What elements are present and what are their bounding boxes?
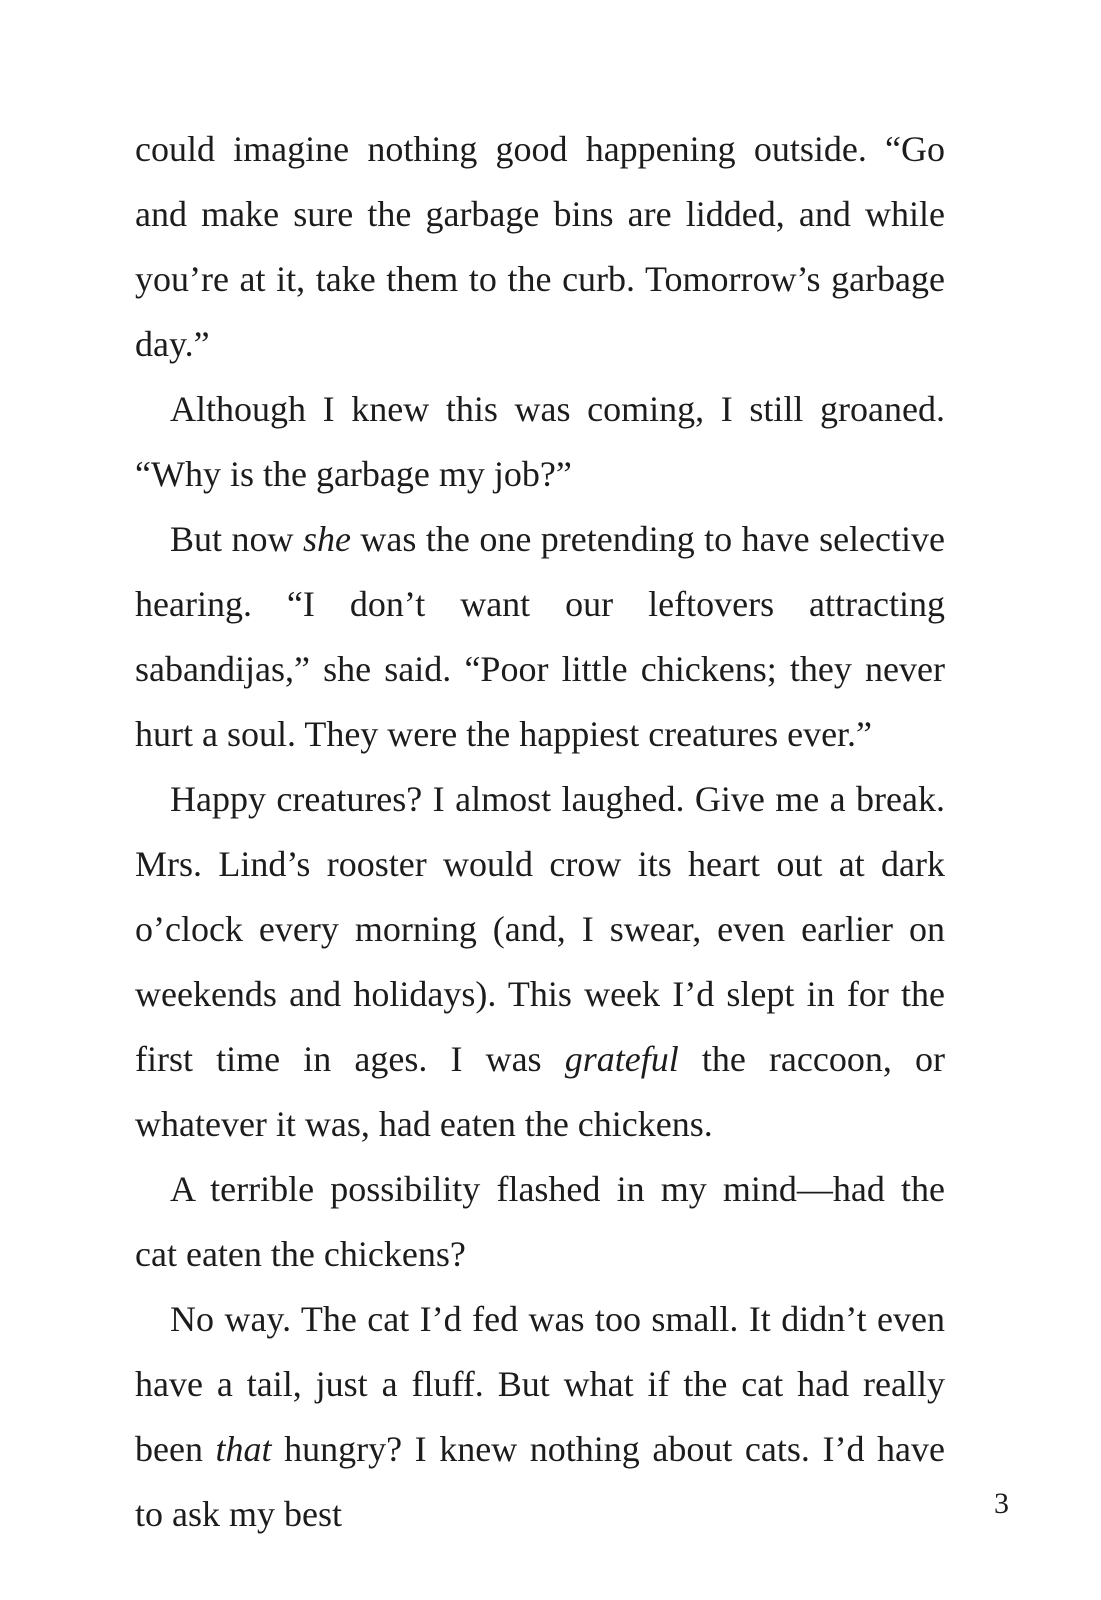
paragraph-4 <box>135 767 945 1157</box>
paragraph-6 <box>135 1287 945 1547</box>
paragraph-text: hungry? I knew nothing about cats. I’d have to ask my best <box>135 1429 945 1534</box>
italic-emphasis: grateful <box>564 1039 679 1079</box>
paragraph-text: A terrible possibility flashed in my mind—had the cat eaten the chickens? <box>135 1169 945 1274</box>
italic-emphasis: that <box>215 1429 272 1469</box>
paragraph-text: Although I knew this was coming, I still groaned. “Why is the garbage my job?” <box>135 389 945 494</box>
italic-emphasis: she <box>302 519 351 559</box>
paragraph-5 <box>135 1157 945 1287</box>
paragraph-text: was the one pretending to have selective hearing. “I don’t want our leftovers attracting sabandijas,” she said. “Poor little chickens; they never hurt a soul. They were the happiest creatures ever.” <box>135 519 945 754</box>
paragraph-text: Happy creatures? I almost laughed. Give me a break. Mrs. Lind’s rooster would crow its heart out at dark o’clock every morning (and, I swear, even earlier on weekends and holidays). This week I’d slept in for the first time in ages. I was <box>135 779 945 1079</box>
paragraph-text: But now <box>170 519 303 559</box>
page-number: 3 <box>994 1487 1009 1520</box>
paragraph-3 <box>135 507 945 767</box>
paragraph-text: the raccoon, or whatever it was, had eaten the chickens. <box>135 1039 945 1144</box>
paragraph-text: No way. The cat I’d fed was too small. It didn’t even have a tail, just a fluff. But what if the cat had really been <box>135 1299 945 1469</box>
paragraph-2 <box>135 377 945 507</box>
paragraph-1 <box>135 117 945 377</box>
paragraph-text: could imagine nothing good happening outside. “Go and make sure the garbage bins are lidded, and while you’re at it, take them to the curb. Tomorrow’s garbage day.” <box>135 129 945 364</box>
body-text <box>135 117 945 1547</box>
